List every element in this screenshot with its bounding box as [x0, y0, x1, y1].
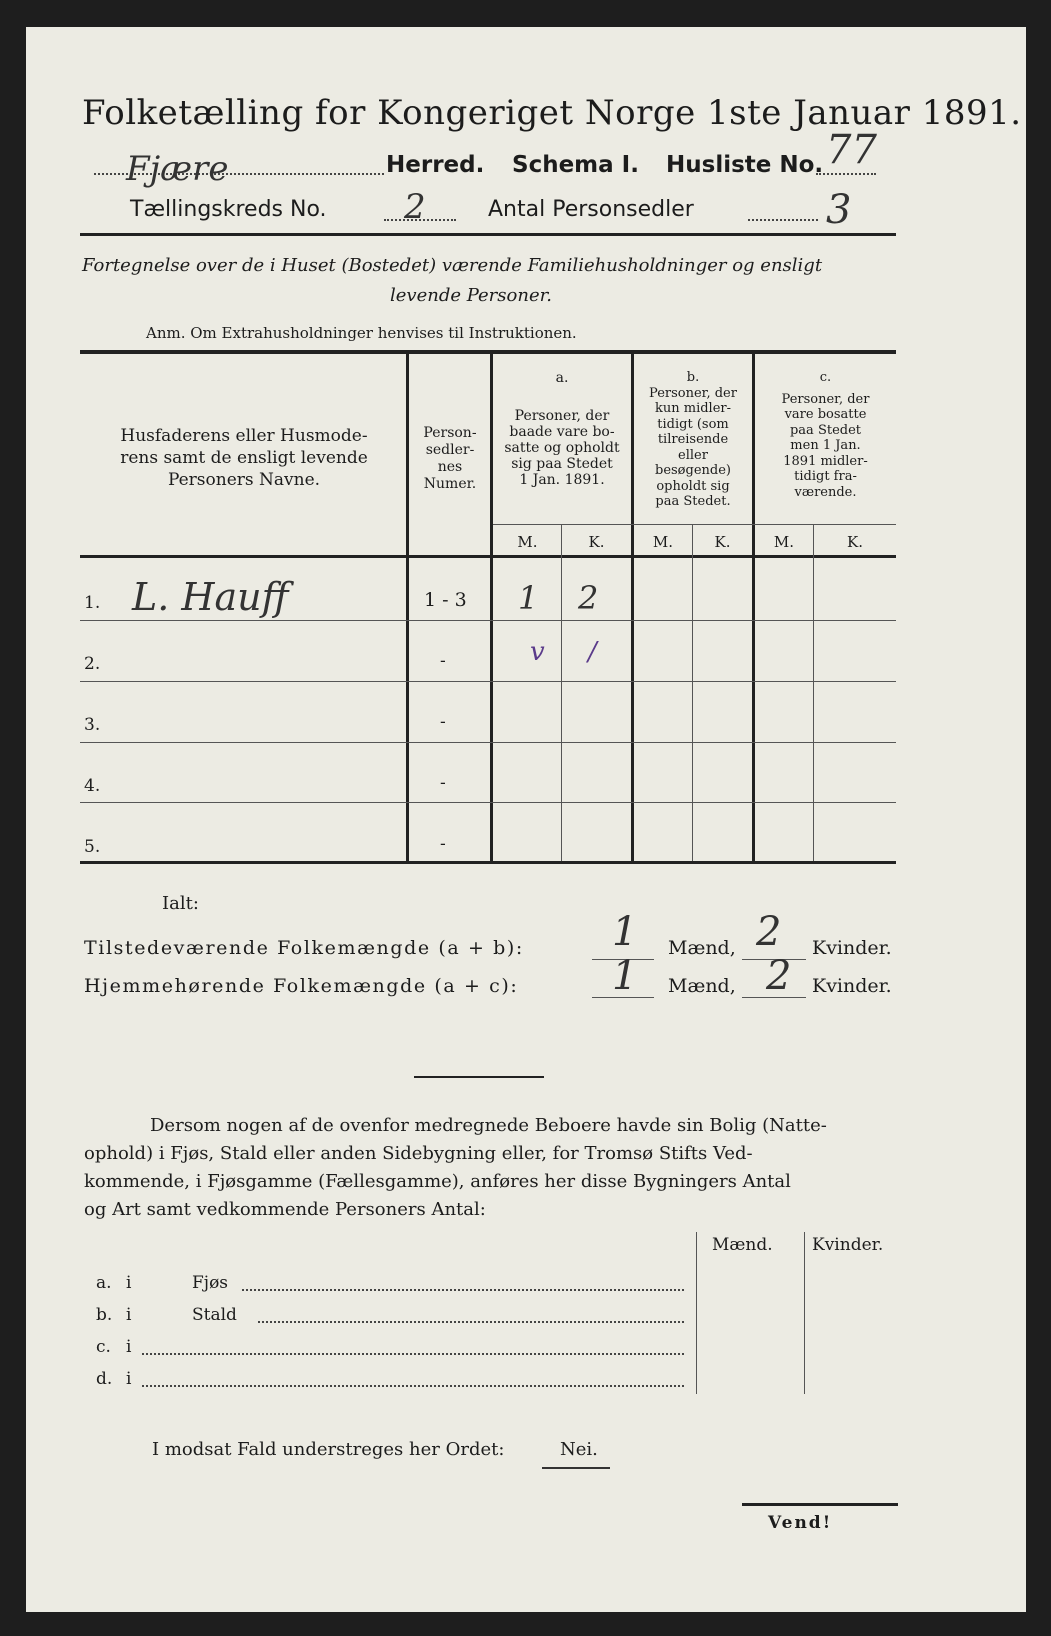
item-c-letter: c. [96, 1337, 111, 1357]
table-top-rule [80, 350, 896, 354]
buildings-para-3: kommende, i Fjøsgamme (Fællesgamme), anføres her disse Bygningers Antal [84, 1171, 791, 1192]
num-column-header: Person- sedler- nes Numer. [423, 425, 477, 492]
col-b-m: M. [652, 533, 674, 551]
table-header-rule [80, 555, 896, 558]
row-3-num: - [440, 712, 446, 732]
row-4-no: 4. [84, 776, 101, 796]
item-a-label: Fjøs [192, 1273, 229, 1293]
row-5-no: 5. [84, 837, 101, 857]
buildings-para-2: ophold) i Fjøs, Stald eller anden Sidebygning eller, for Tromsø Stifts Ved- [84, 1143, 753, 1164]
col-a-k: K. [588, 533, 605, 551]
intro-line-2: levende Personer. [390, 285, 552, 306]
col-c-k: K. [847, 533, 863, 551]
hjemme-kvinder: Kvinder. [812, 975, 892, 997]
buildings-para-1: Dersom nogen af de ovenfor medregnede Beboere havde sin Bolig (Natte- [150, 1115, 827, 1136]
row-2-num: - [440, 651, 446, 671]
row-1-name: L. Hauff [132, 575, 289, 619]
col-a-m: M. [517, 533, 538, 551]
row-3-no: 3. [84, 715, 101, 735]
tilstede-kvinder: Kvinder. [812, 937, 892, 959]
ialt-label: Ialt: [162, 893, 199, 914]
hjemme-label: Hjemmehørende Folkemængde (a + c): [84, 975, 519, 997]
nei-underline [542, 1467, 610, 1469]
item-a-dots [242, 1289, 684, 1291]
item-d-letter: d. [96, 1369, 113, 1389]
census-form-page [26, 27, 1026, 1612]
row-line-4 [80, 802, 896, 803]
vline-a-mk [561, 525, 562, 861]
table-bottom-rule [80, 861, 896, 864]
kreds-label: Tællingskreds No. [130, 197, 327, 222]
mk-subheader-rule [493, 524, 896, 525]
husliste-dotted-line [816, 173, 876, 175]
col-b-k: K. [714, 533, 731, 551]
item-c-dots [142, 1353, 684, 1355]
row-line-2 [80, 681, 896, 682]
row-2-a-k: / [588, 637, 597, 667]
kreds-value: 2 [404, 187, 426, 227]
row-1-a-m: 1 [518, 579, 539, 617]
row-1-num: 1 - 3 [424, 589, 467, 611]
vline-name [406, 354, 409, 861]
hjemme-maend: Mænd, [668, 975, 736, 997]
col-a-header: a. Personer, der baade vare bo- satte og opholdt sig paa Stedet 1 Jan. 1891. [504, 370, 620, 488]
schema-label: Schema I. [512, 152, 639, 178]
vline-c-mk [813, 525, 814, 861]
hjemme-k: 2 [766, 953, 792, 999]
buildings-kvinder-head: Kvinder. [812, 1235, 884, 1255]
modsat-text: I modsat Fald understreges her Ordet: [152, 1439, 505, 1460]
intro-line-1: Fortegnelse over de i Huset (Bostedet) værende Familiehusholdninger og ensligt [82, 255, 823, 276]
buildings-vline-2 [804, 1232, 805, 1394]
tilstede-maend: Mænd, [668, 937, 736, 959]
nei-word: Nei. [560, 1439, 598, 1460]
row-line-3 [80, 742, 896, 743]
header-rule [80, 233, 896, 236]
vend-label: Vend! [768, 1513, 833, 1533]
col-b-header: b. Personer, der kun midler- tidigt (som tilreisende eller besøgende) opholdt sig paa Stedet. [649, 370, 737, 509]
husliste-label: Husliste No. [666, 152, 824, 178]
item-a-i: i [126, 1273, 132, 1293]
item-a-letter: a. [96, 1273, 112, 1293]
form-title: Folketælling for Kongeriget Norge 1ste Januar 1891. [82, 93, 1022, 133]
name-column-header: Husfaderens eller Husmode- rens samt de ensligt levende Personers Navne. [120, 426, 368, 490]
buildings-para-4: og Art samt vedkommende Personers Antal: [84, 1199, 486, 1220]
row-2-a-m: v [530, 637, 545, 667]
tilstede-m: 1 [612, 909, 638, 955]
item-b-i: i [126, 1305, 132, 1325]
item-d-i: i [126, 1369, 132, 1389]
antal-label: Antal Personsedler [488, 197, 694, 222]
herred-value: Fjære [126, 149, 229, 189]
col-c-m: M. [773, 533, 795, 551]
separator-rule [414, 1076, 544, 1078]
col-c-header: c. Personer, der vare bosatte paa Stedet men 1 Jan. 1891 midler- tidigt fra- værende. [781, 370, 870, 500]
vline-num [490, 354, 493, 861]
herred-label: Herred. [386, 152, 485, 178]
antal-dotted-line [748, 219, 818, 221]
row-1-no: 1. [84, 593, 101, 613]
tilstede-label: Tilstedeværende Folkemængde (a + b): [84, 937, 524, 959]
row-2-no: 2. [84, 654, 101, 674]
row-1-a-k: 2 [578, 579, 599, 617]
tilstede-k: 2 [756, 909, 782, 955]
row-4-num: - [440, 773, 446, 793]
item-d-dots [142, 1385, 684, 1387]
vline-b-mk [692, 525, 693, 861]
antal-value: 3 [826, 187, 852, 233]
anm-note: Anm. Om Extrahusholdninger henvises til Instruktionen. [146, 324, 577, 342]
item-c-i: i [126, 1337, 132, 1357]
husliste-value: 77 [826, 127, 877, 173]
item-b-letter: b. [96, 1305, 113, 1325]
hjemme-m: 1 [612, 953, 638, 999]
buildings-maend-head: Mænd. [712, 1235, 773, 1255]
row-5-num: - [440, 834, 446, 854]
item-b-label: Stald [192, 1305, 237, 1325]
row-line-1 [80, 620, 896, 621]
buildings-vline-1 [696, 1232, 697, 1394]
item-b-dots [258, 1321, 684, 1323]
vend-rule [742, 1503, 898, 1506]
